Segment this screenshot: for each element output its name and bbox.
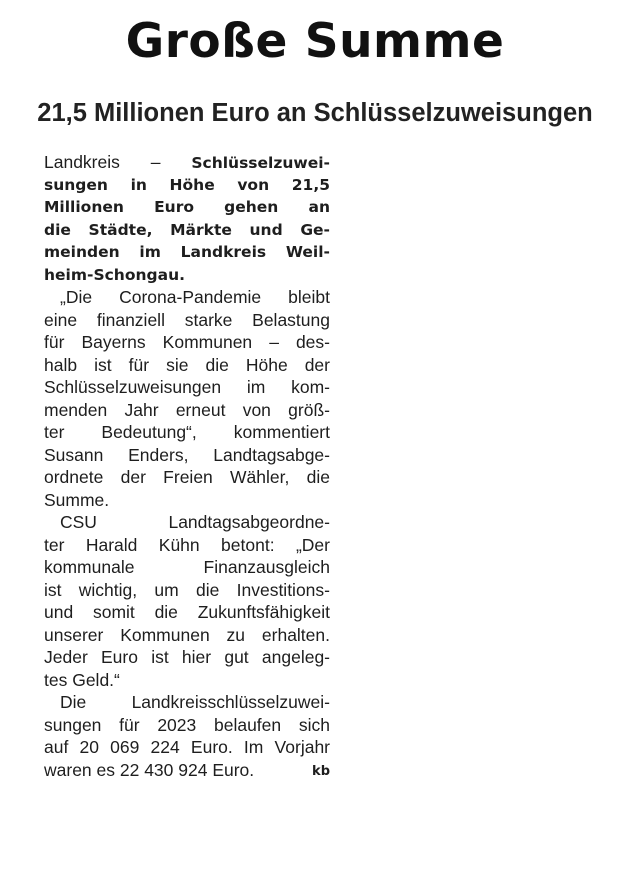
body-line: Die Landkreisschlüsselzuwei- [60, 692, 330, 712]
lead-line: Millionen Euro gehen an [44, 198, 330, 216]
lead-line: die Städte, Märkte und Ge- [44, 220, 330, 239]
body-line-text: waren es 22 430 924 Euro. [44, 759, 255, 780]
body-line: eine finanziell starke Belastung [44, 309, 330, 330]
body-line-last [44, 759, 330, 782]
dateline-dash: – [119, 152, 192, 172]
lead-line: meinden im Landkreis Weil- [44, 243, 330, 261]
body-line: Jeder Euro ist hier gut angeleg- [44, 647, 330, 667]
paragraph-quote-enders [44, 286, 330, 511]
body-line: „Die Corona-Pandemie bleibt [60, 287, 330, 307]
body-line: sungen für 2023 belaufen sich [44, 714, 330, 735]
body-line: ter Harald Kühn betont: „Der [44, 534, 330, 555]
body-line: Susann Enders, Landtagsabge- [44, 444, 330, 465]
author-initials: kb [312, 763, 330, 779]
lead-line: heim-Schongau. [44, 265, 185, 284]
body-line: kommunale Finanzausgleich [44, 557, 330, 577]
body-line: Schlüsselzuweisungen im kom- [44, 377, 330, 397]
headline: Große Summe [125, 14, 505, 69]
body-line: und somit die Zukunftsfähigkeit [44, 602, 330, 622]
lead-text: Schlüsselzuwei- [191, 154, 330, 172]
body-line: unserer Kommunen zu erhalten. [44, 624, 330, 645]
body-line: halb ist für sie die Höhe der [44, 354, 330, 375]
lead-line [44, 151, 330, 174]
body-line: CSU Landtagsabgeordne- [60, 512, 330, 532]
body-line: ter Bedeutung“, kommentiert [44, 422, 330, 442]
lead-line: sungen in Höhe von 21,5 [44, 175, 330, 194]
paragraph-quote-kuehn [44, 511, 330, 691]
body-line: tes Geld.“ [44, 669, 120, 690]
body-line: menden Jahr erneut von größ- [44, 399, 330, 420]
lead-paragraph [44, 151, 330, 286]
subheadline: 21,5 Millionen Euro an Schlüsselzuweisungen [37, 99, 593, 127]
body-line: für Bayerns Kommunen – des- [44, 332, 330, 352]
body-line: auf 20 069 224 Euro. Im Vorjahr [44, 737, 330, 757]
article-body [44, 151, 330, 783]
paragraph-figures [44, 691, 330, 781]
body-line: Summe. [44, 489, 110, 510]
dateline: Landkreis [44, 152, 120, 172]
body-line: ordnete der Freien Wähler, die [44, 467, 330, 487]
body-line: ist wichtig, um die Investitions- [44, 579, 330, 600]
